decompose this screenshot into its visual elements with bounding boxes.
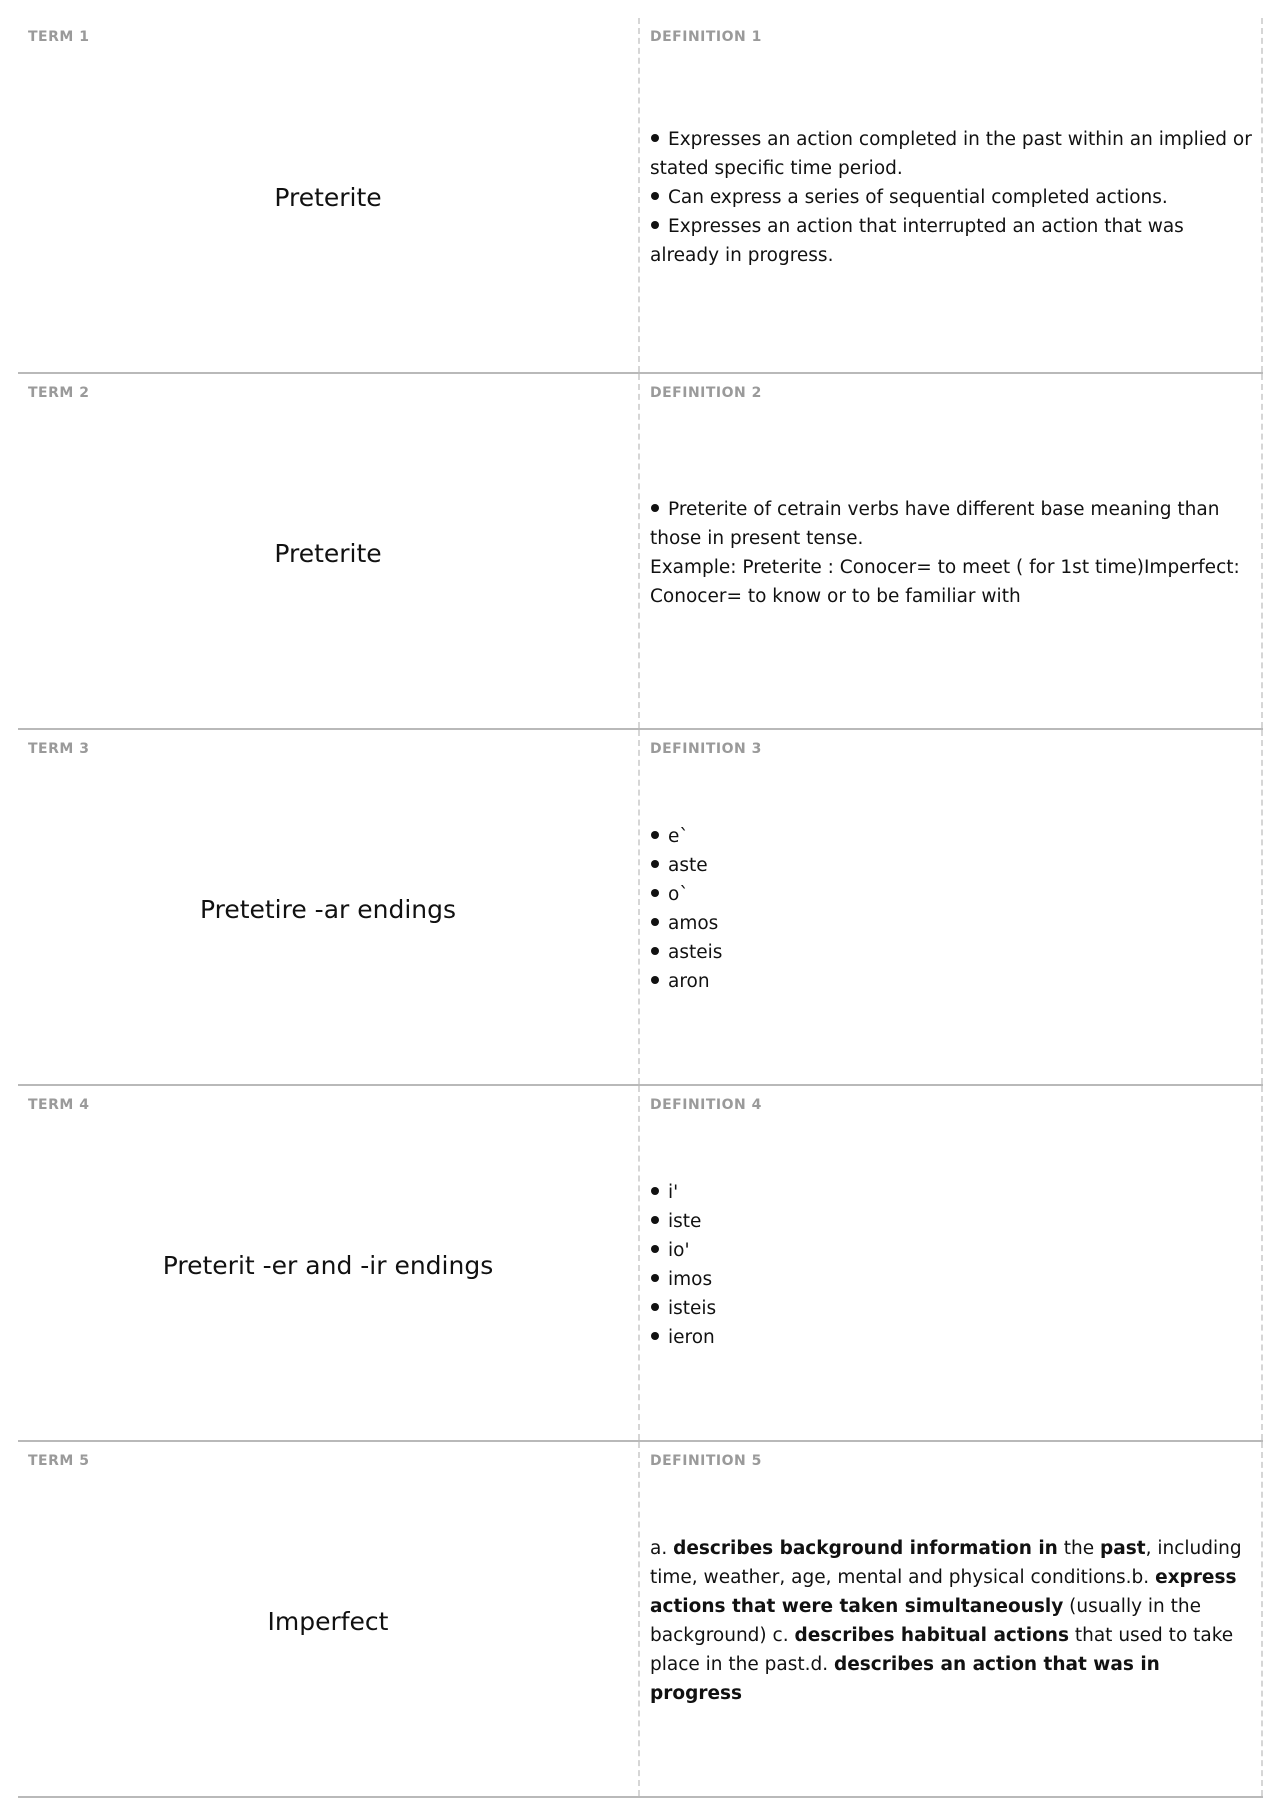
definition-label: DEFINITION 3 <box>650 741 762 757</box>
bullet-icon <box>651 860 659 868</box>
term-label: TERM 2 <box>28 385 90 401</box>
definition-list <box>650 1178 1253 1352</box>
definition-body <box>650 1442 1253 1796</box>
definition-body <box>650 1086 1253 1440</box>
definition-item-text: i' <box>668 1182 679 1203</box>
flashcard-row <box>18 374 1263 730</box>
definition-list-item <box>650 183 1253 212</box>
term-label: TERM 1 <box>28 29 90 45</box>
bullet-icon <box>651 1303 659 1311</box>
bullet-icon <box>651 504 659 512</box>
definition-item-text: isteis <box>668 1298 717 1319</box>
definition-item-text: io' <box>668 1240 690 1261</box>
definition-item-text: amos <box>668 913 719 934</box>
definition-item-text: iste <box>668 1211 702 1232</box>
bullet-icon <box>651 976 659 984</box>
definition-list-item <box>650 125 1253 183</box>
definition-bold-run: past <box>1099 1538 1146 1559</box>
definition-bold-run: describes habitual actions <box>794 1625 1069 1646</box>
definition-item-text: Expresses an action completed in the past within an implied or stated specific time period. <box>650 128 1252 179</box>
bullet-icon <box>651 1216 659 1224</box>
definition-list-item <box>650 822 1253 851</box>
definition-list <box>650 822 1253 996</box>
definition-cell <box>640 18 1263 372</box>
bullet-icon <box>651 134 659 142</box>
bullet-icon <box>651 1274 659 1282</box>
definition-text-run: , including time, weather, age, mental and physical conditions.b. <box>650 1538 1242 1588</box>
definition-text-run: that used to take place in the past.d. <box>650 1625 1234 1675</box>
bullet-icon <box>651 1245 659 1253</box>
definition-list-item <box>650 1207 1253 1236</box>
definition-list-item <box>650 851 1253 880</box>
definition-body <box>650 730 1253 1084</box>
definition-list-item <box>650 495 1253 553</box>
definition-item-text: imos <box>668 1269 713 1290</box>
definition-text-run: the <box>1057 1538 1100 1559</box>
definition-list-item <box>650 212 1253 270</box>
definition-list-item <box>650 1294 1253 1323</box>
definition-cell <box>640 1442 1263 1796</box>
definition-label: DEFINITION 4 <box>650 1097 762 1113</box>
bullet-icon <box>651 1332 659 1340</box>
definition-cell <box>640 730 1263 1084</box>
bullet-icon <box>651 947 659 955</box>
definition-list-item <box>650 938 1253 967</box>
term-cell <box>18 1086 640 1440</box>
definition-text-run: a. <box>650 1538 674 1559</box>
term-text: Pretetire -ar endings <box>199 894 457 924</box>
definition-list <box>650 495 1253 553</box>
definition-paragraph <box>650 1534 1253 1708</box>
term-label: TERM 5 <box>28 1453 90 1469</box>
term-cell <box>18 730 640 1084</box>
definition-body <box>650 18 1253 372</box>
definition-list <box>650 125 1253 270</box>
definition-item-text: aron <box>668 971 710 992</box>
flashcard-row <box>18 1442 1263 1798</box>
term-text: Preterite <box>274 538 382 568</box>
definition-item-text: aste <box>668 855 708 876</box>
definition-bold-run: describes background information in <box>673 1538 1058 1559</box>
term-text: Imperfect <box>267 1606 389 1636</box>
term-cell <box>18 18 640 372</box>
definition-list-item <box>650 880 1253 909</box>
bullet-icon <box>651 889 659 897</box>
flashcard-row <box>18 1086 1263 1442</box>
bullet-icon <box>651 918 659 926</box>
definition-label: DEFINITION 5 <box>650 1453 762 1469</box>
definition-list-item <box>650 1178 1253 1207</box>
definition-item-text: Can express a series of sequential completed actions. <box>668 186 1168 208</box>
definition-cell <box>640 1086 1263 1440</box>
definition-item-text: Expresses an action that interrupted an action that was already in progress. <box>650 215 1184 266</box>
bullet-icon <box>651 831 659 839</box>
term-text: Preterit -er and -ir endings <box>162 1250 494 1280</box>
term-text: Preterite <box>274 182 382 212</box>
definition-item-text: o` <box>668 884 689 905</box>
definition-list-item <box>650 1323 1253 1352</box>
bullet-icon <box>651 221 659 229</box>
term-cell <box>18 374 640 728</box>
term-label: TERM 4 <box>28 1097 90 1113</box>
definition-list-item <box>650 1265 1253 1294</box>
definition-label: DEFINITION 1 <box>650 29 762 45</box>
definition-body <box>650 374 1253 728</box>
bullet-icon <box>651 192 659 200</box>
definition-item-text: ieron <box>668 1327 715 1348</box>
definition-label: DEFINITION 2 <box>650 385 762 401</box>
flashcard-row <box>18 730 1263 1086</box>
definition-bold-run: describes an action that was in progress <box>650 1654 1160 1704</box>
definition-list-item <box>650 967 1253 996</box>
bullet-icon <box>651 1187 659 1195</box>
term-cell <box>18 1442 640 1796</box>
definition-item-text: e` <box>668 826 689 847</box>
definition-list-item <box>650 1236 1253 1265</box>
definition-bold-run: express actions that were taken simultaneously <box>650 1567 1237 1617</box>
definition-example-text: Example: Preterite : Conocer= to meet ( for 1st time)Imperfect: Conocer= to know or to be familiar with <box>650 557 1240 607</box>
definition-list-item <box>650 909 1253 938</box>
definition-item-text: asteis <box>668 942 723 963</box>
definition-item-text: Preterite of cetrain verbs have different base meaning than those in present tense. <box>650 499 1220 549</box>
flashcard-sheet <box>18 18 1263 1798</box>
definition-cell <box>640 374 1263 728</box>
definition-text-run: (usually in the background) c. <box>650 1596 1202 1646</box>
flashcard-row <box>18 18 1263 374</box>
term-label: TERM 3 <box>28 741 90 757</box>
